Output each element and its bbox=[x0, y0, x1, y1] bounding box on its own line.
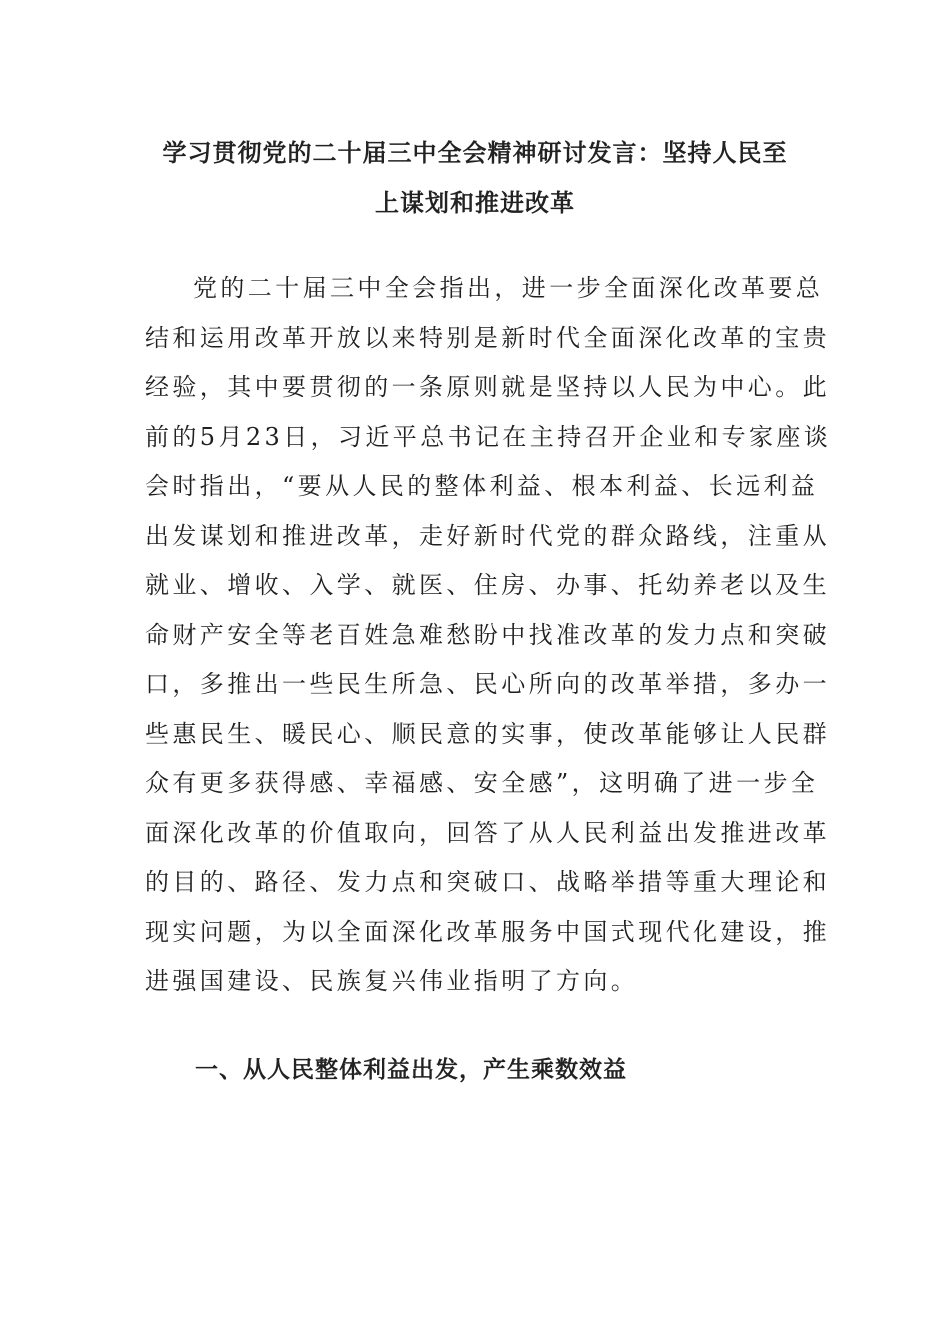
paragraph-line-13: 的目的、路径、发力点和突破口、战略举措等重大理论和 bbox=[145, 868, 830, 896]
paragraph-line-4: 前的5月23日，习近平总书记在主持召开企业和专家座谈 bbox=[145, 422, 832, 451]
paragraph-line-14: 现实问题，为以全面深化改革服务中国式现代化建设，推 bbox=[145, 917, 830, 946]
paragraph-line-9: 口，多推出一些民生所急、民心所向的改革举措，多办一 bbox=[145, 670, 830, 698]
paragraph-line-6: 出发谋划和推进改革，走好新时代党的群众路线，注重从 bbox=[145, 521, 830, 550]
title-line-2: 上谋划和推进改革 bbox=[375, 189, 575, 217]
paragraph-line-2: 结和运用改革开放以来特别是新时代全面深化改革的宝贵 bbox=[145, 323, 830, 352]
paragraph-line-10: 些惠民生、暖民心、顺民意的实事，使改革能够让人民群 bbox=[145, 719, 830, 748]
paragraph-line-11: 众有更多获得感、幸福感、安全感”，这明确了进一步全 bbox=[145, 769, 819, 797]
paragraph-line-3: 经验，其中要贯彻的一条原则就是坚持以人民为中心。此 bbox=[145, 373, 830, 401]
paragraph-line-1: 党的二十届三中全会指出，进一步全面深化改革要总 bbox=[193, 274, 824, 302]
body-paragraph bbox=[145, 264, 832, 1007]
paragraph-line-8: 命财产安全等老百姓急难愁盼中找准改革的发力点和突破 bbox=[145, 620, 830, 649]
paragraph-line-15: 进强国建设、民族复兴伟业指明了方向。 bbox=[145, 967, 639, 995]
title-line-1: 学习贯彻党的二十届三中全会精神研讨发言：坚持人民至 bbox=[162, 139, 788, 167]
document-title bbox=[140, 128, 810, 228]
paragraph-line-12: 面深化改革的价值取向，回答了从人民利益出发推进改革 bbox=[145, 818, 830, 847]
paragraph-line-5: 会时指出，“要从人民的整体利益、根本利益、长远利益 bbox=[145, 472, 819, 500]
section-heading: 一、从人民整体利益出发，产生乘数效益 bbox=[195, 1057, 627, 1083]
paragraph-line-7: 就业、增收、入学、就医、住房、办事、托幼养老以及生 bbox=[145, 571, 830, 599]
